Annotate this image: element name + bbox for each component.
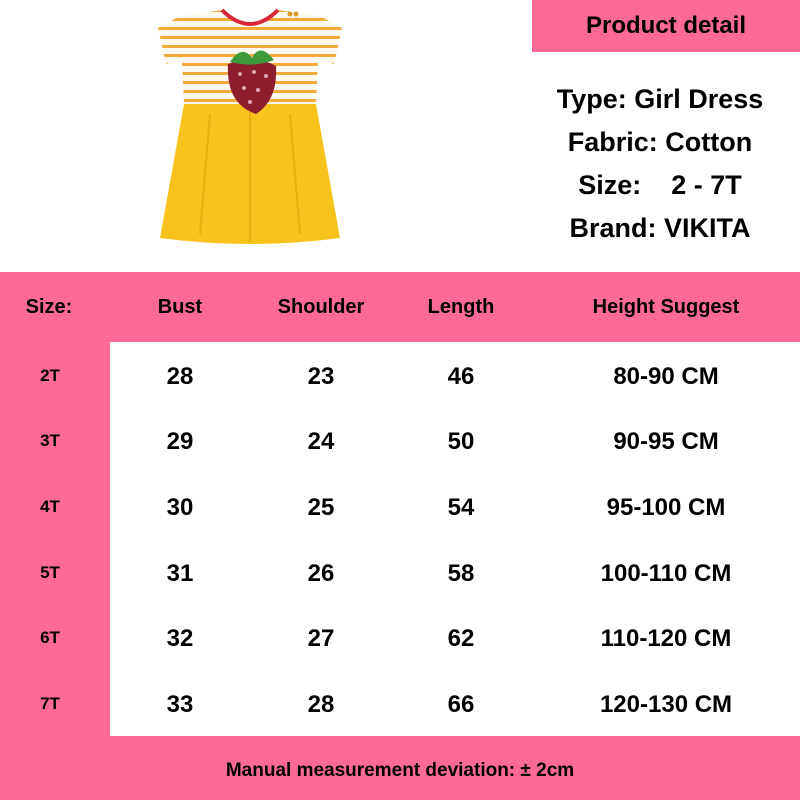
row-size: 5T [40, 563, 60, 582]
cell-shoulder: 24 [307, 428, 335, 455]
measurement-deviation-note: Manual measurement deviation: ± 2cm [225, 760, 575, 781]
header-size: Size: [25, 296, 73, 318]
spec-type: Type: Girl Dress [556, 84, 764, 114]
row-size: 4T [40, 497, 60, 516]
cell-bust: 33 [166, 691, 194, 718]
cell-shoulder: 28 [307, 691, 335, 718]
size-table-body [110, 342, 800, 736]
spec-fabric: Fabric: Cotton [567, 127, 753, 157]
cell-height: 120-130 CM [599, 691, 733, 718]
spec-size: Size: 2 - 7T [578, 170, 742, 200]
cell-bust: 32 [166, 625, 194, 652]
cell-bust: 31 [166, 560, 194, 587]
cell-shoulder: 25 [307, 494, 335, 521]
row-size: 7T [40, 694, 60, 713]
cell-shoulder: 26 [307, 560, 335, 587]
header-height-suggest: Height Suggest [592, 296, 740, 318]
cell-height: 95-100 CM [606, 494, 726, 521]
cell-height: 80-90 CM [613, 363, 719, 390]
cell-bust: 30 [166, 494, 194, 521]
row-size: 2T [40, 366, 60, 385]
row-size: 3T [40, 431, 60, 450]
product-detail-banner: Product detail [532, 0, 800, 52]
spec-brand: Brand: VIKITA [569, 213, 751, 243]
cell-length: 62 [447, 625, 475, 652]
header-length: Length [427, 296, 495, 318]
cell-length: 54 [447, 494, 475, 521]
header-bust: Bust [157, 296, 203, 318]
cell-bust: 28 [166, 363, 194, 390]
cell-length: 50 [447, 428, 475, 455]
header-shoulder: Shoulder [277, 296, 365, 318]
cell-height: 100-110 CM [600, 560, 732, 587]
cell-height: 90-95 CM [613, 428, 719, 455]
dress-product-image [150, 4, 350, 246]
cell-bust: 29 [166, 428, 194, 455]
cell-shoulder: 27 [307, 625, 335, 652]
cell-length: 58 [447, 560, 475, 587]
cell-length: 46 [447, 363, 475, 390]
cell-height: 110-120 CM [600, 625, 732, 652]
row-size: 6T [40, 628, 60, 647]
cell-shoulder: 23 [307, 363, 335, 390]
cell-length: 66 [447, 691, 475, 718]
